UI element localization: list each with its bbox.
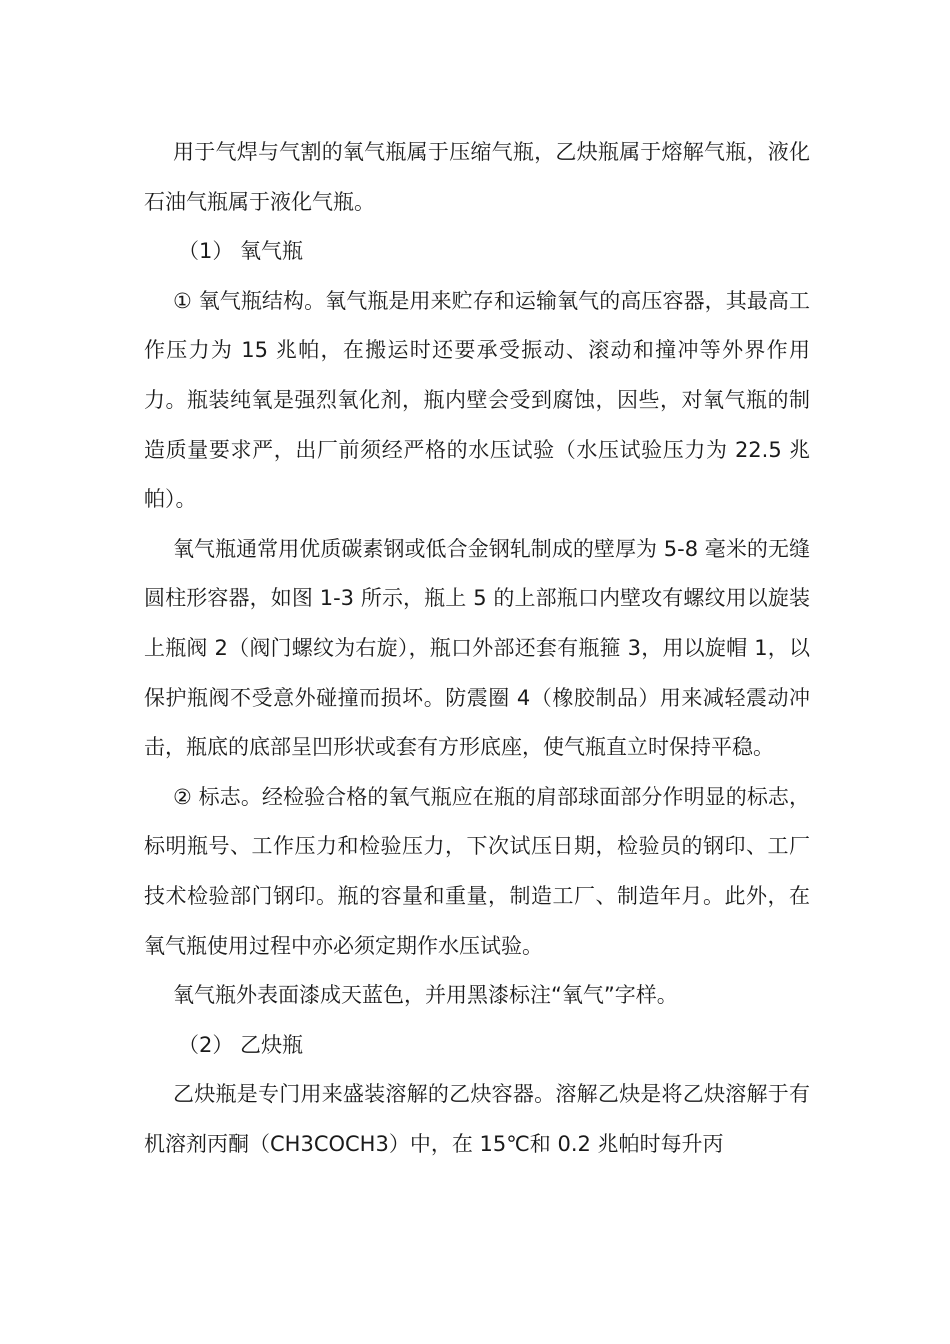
paragraph-oxygen-color: 氧气瓶外表面漆成天蓝色，并用黑漆标注“氧气”字样。 (173, 983, 678, 1008)
heading-oxygen-cylinder: （1） 氧气瓶 (178, 239, 304, 264)
paragraph-oxygen-material: 氧气瓶通常用优质碳素钢或低合金钢轧制成的壁厚为 5-8 毫米的无缝圆柱形容器，如图 1-3 所示，瓶上 5 的上部瓶口内壁攻有螺纹用以旋装上瓶阀 2（阀门螺纹为右旋），瓶口外部还套有瓶箍 3，用以旋帽 1，以保护瓶阀不受意外碰撞而损坏。防震圈 4（橡胶制品）用来减轻震动冲击，瓶底的底部呈凹形状或套有方形底座，使气瓶直立时保持平稳。 (144, 536, 810, 760)
paragraph-acetylene-intro: 乙炔瓶是专门用来盛装溶解的乙炔容器。溶解乙炔是将乙炔溶解于有机溶剂丙酮（CH3COCH3）中，在 15℃和 0.2 兆帕时每升丙 (144, 1082, 810, 1156)
paragraph-intro: 用于气焊与气割的氧气瓶属于压缩气瓶，乙炔瓶属于熔解气瓶，液化石油气瓶属于液化气瓶。 (144, 140, 810, 214)
document-body (144, 128, 810, 1169)
paragraph-oxygen-marking: ② 标志。经检验合格的氧气瓶应在瓶的肩部球面部分作明显的标志，标明瓶号、工作压力和检验压力，下次试压日期，检验员的钢印、工厂技术检验部门钢印。瓶的容量和重量，制造工厂、制造年月。此外，在氧气瓶使用过程中亦必须定期作水压试验。 (144, 784, 810, 958)
heading-acetylene-cylinder: （2） 乙炔瓶 (178, 1032, 304, 1057)
paragraph-oxygen-structure: ① 氧气瓶结构。氧气瓶是用来贮存和运输氧气的高压容器，其最高工作压力为 15 兆帕，在搬运时还要承受振动、滚动和撞冲等外界作用力。瓶装纯氧是强烈氧化剂，瓶内壁会受到腐蚀，因些，对氧气瓶的制造质量要求严，出厂前须经严格的水压试验（水压试验压力为 22.5 兆帕）。 (144, 288, 810, 512)
